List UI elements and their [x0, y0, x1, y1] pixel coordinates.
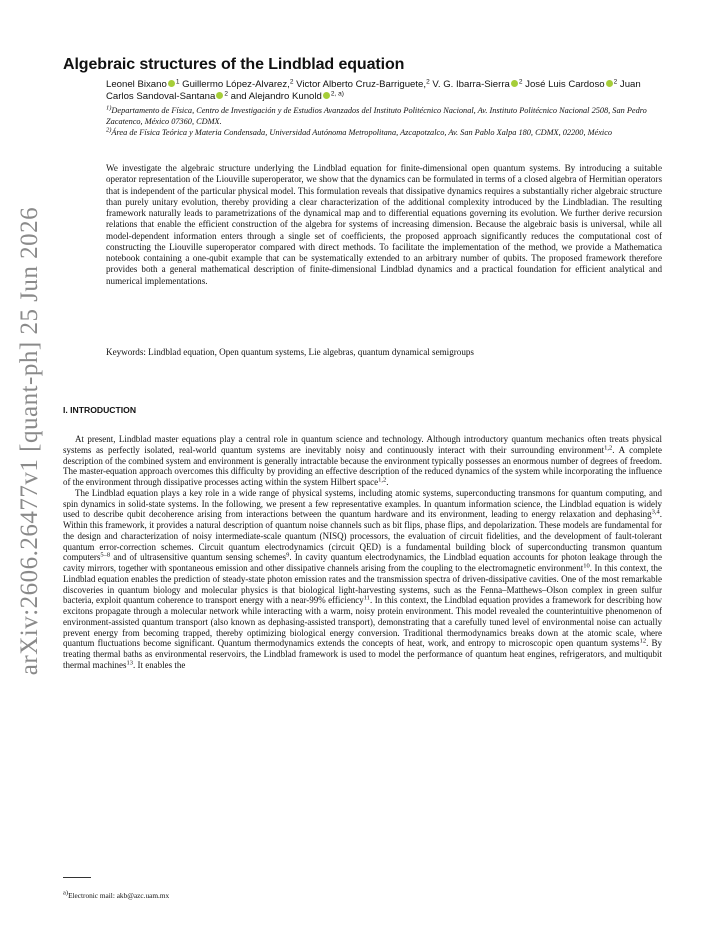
- author-affiliation-mark: 2: [289, 78, 294, 86]
- arxiv-stamp-text: arXiv:2606.26477v1 [quant-ph] 25 Jun 2026: [16, 206, 43, 676]
- body-text-run: . It enables the: [133, 659, 186, 670]
- author-affiliation-mark: 2: [518, 78, 523, 86]
- affiliation-mark: 2): [106, 126, 112, 134]
- orcid-icon: [606, 80, 613, 87]
- author-affiliation-mark: 2: [224, 90, 228, 98]
- author-name: and Alejandro Kunold: [230, 90, 322, 102]
- affiliation-text: Departamento de Física, Centro de Investigación y de Estudios Avanzados del Instituto Politécnico Nacional, Av. Instituto Politécnico Nacional 2508, San Pedro Zacatenco, México 07360, CDMX.: [106, 106, 647, 127]
- keywords: Keywords: Lindblad equation, Open quantum systems, Lie algebras, quantum dynamical semigroups: [106, 347, 474, 357]
- body-text-run: . A complete description of the combined system and environment is generally intractable because the environment typically possesses an enormous number of degrees of freedom. The master-equation approach overcomes this difficulty by providing an effective description of the reduced dynamics of the system while incorporating the influence of the environment through dissipative processes acting within the system Hilbert space: [63, 444, 662, 487]
- body-paragraph: [63, 434, 662, 488]
- citation: 3,4: [651, 508, 660, 516]
- author-name: V. G. Ibarra-Sierra: [432, 79, 510, 90]
- author-affiliation-mark: 1: [175, 78, 180, 86]
- affiliation: [106, 127, 666, 138]
- footnote-rule: [63, 877, 91, 878]
- orcid-icon: [323, 92, 330, 99]
- citation: 9: [286, 551, 290, 559]
- footnote-text: Electronic mail: akb@azc.uam.mx: [68, 891, 170, 900]
- orcid-icon: [511, 80, 518, 87]
- body-text-run: . In this context, the Lindblad equation provides a framework for describing how excitons propagate through a molecular network while interacting with a warm, noisy protein environment. This model revealed the counterintuitive phenomenon of environment-assisted quantum transport (also known as dephasing-assisted transport), demonstrating that a carefully tuned level of environmental noise can actually prevent energy from becoming trapped, thereby optimizing biological energy conversion. Traditional thermodynamics breaks down at the atomic scale, where quantum fluctuations become significant. Quantum thermodynamics extends the concepts of heat, work, and entropy to microscopic open quantum systems: [63, 595, 662, 649]
- body-text-run: . In cavity quantum electrodynamics, the Lindblad equation accounts for photon leakage through the cavity mirrors, together with spontaneous emission and other dissipative channels arising from the coupling to the electromagnetic environment: [63, 552, 662, 573]
- author-affiliation-mark: 2: [613, 78, 618, 86]
- citation: 13: [126, 659, 134, 667]
- body-text-run: . Within this framework, it provides a natural description of quantum noise channels such as bit flips, phase flips, and depolarization. These models are fundamental for the design and characterization of noisy intermediate-scale quantum (NISQ) processors, the evaluation of circuit fidelities, and the development of fault-tolerant quantum error-correction schemes. Circuit quantum electrodynamics (circuit QED) is a fundamental building block of superconducting transmon quantum computers: [63, 509, 662, 563]
- body-text-run: The Lindblad equation plays a key role in a wide range of physical systems, including atomic systems, superconducting transmons for quantum computing, and spin dynamics in solid-state systems. In the following, we present a few representative examples. In quantum information science, the Lindblad equation is widely used to describe qubit decoherence arising from interactions between the quantum hardware and its environment, leading to energy relaxation and dephasing: [63, 487, 662, 520]
- body-text-run: and of ultrasensitive quantum sensing schemes: [110, 552, 287, 563]
- body-text-run: . By treating thermal baths as environmental reservoirs, the Lindblad framework is used to model the performance of quantum heat engines, refrigerators, and multiqubit thermal machines: [63, 638, 663, 670]
- citation: 10: [583, 562, 590, 570]
- orcid-icon: [168, 80, 175, 87]
- arxiv-stamp: [12, 206, 48, 676]
- author: [182, 79, 293, 90]
- author-affiliation-mark: 2: [426, 78, 430, 86]
- body-text-run: At present, Lindblad master equations play a central role in quantum science and technology. Although introductory quantum mechanics often treats physical systems as perfectly isolated, real-world quantum systems are inevitably noisy and continuously interact with their surrounding environment: [63, 434, 662, 455]
- citation: 1,2: [604, 444, 613, 452]
- author: [296, 79, 430, 90]
- author: [106, 79, 179, 90]
- author-list: [106, 79, 662, 103]
- author: [525, 79, 617, 90]
- affiliation-text: Área de Física Teórica y Materia Condensada, Universidad Autónoma Metropolitana, Azcapotzalco, Av. San Pablo Xalpa 180, CDMX, 02200, México: [111, 128, 613, 138]
- footnote: [63, 891, 169, 900]
- affiliation-mark: 1): [106, 104, 112, 112]
- body-paragraph: [63, 488, 662, 671]
- introduction-body: [63, 434, 662, 671]
- citation: 12: [639, 637, 647, 645]
- paper-title: Algebraic structures of the Lindblad equation: [63, 56, 405, 73]
- section-heading-introduction: I. INTRODUCTION: [63, 405, 137, 415]
- orcid-icon: [216, 92, 223, 99]
- body-text-run: .: [386, 477, 389, 487]
- author-affiliation-mark: 2, a): [330, 90, 344, 98]
- author-name: Guillermo López-Alvarez,: [182, 79, 290, 90]
- author-name: Leonel Bixano: [106, 79, 167, 90]
- author-name: Juan Carlos Sandoval-Santana: [106, 79, 641, 102]
- author-name: Victor Alberto Cruz-Barriguete,: [296, 79, 427, 90]
- author-name: José Luis Cardoso: [525, 79, 605, 90]
- body-text-run: . In this context, the Lindblad equation enables the prediction of steady-state photon emission rates and the transmission spectra of driven-dissipative cavities. One of the most remarkable discoveries in quantum biology and molecular physics is that biological light-harvesting systems, such as the Fenna–Matthews–Olson complex in green sulfur bacteria, exploit quantum coherence to transport energy with a near-99% efficiency: [63, 563, 662, 606]
- affiliations: [106, 105, 666, 139]
- citation: 11: [363, 594, 371, 602]
- citation: 1,2: [378, 476, 387, 484]
- abstract: We investigate the algebraic structure underlying the Lindblad equation for finite-dimensional open quantum systems. By introducing a suitable operator representation of the Liouville superoperator, we show that the dynamics can be formulated in terms of a closed algebra of Hermitian operators that is independent of the particular physical model. This formulation reveals that dissipative dynamics requires a substantially richer algebraic structure than purely unitary evolution, thereby providing a clear characterization of the additional complexity introduced by the Lindbladian. The resulting framework naturally leads to parametrizations of the dynamical map and to differential equations governing its evolution. We further derive recursion relations that enable the efficient construction of the algebra for systems of increasing dimension. Because the algebraic basis is universal, while all model-dependent information enters through a single set of coefficients, the proposed approach significantly reduces the computational cost of constructing the Liouville superoperator compared with direct methods. To facilitate the implementation of the method, we provide a Mathematica notebook containing a one-qubit example that can be systematically extended to an arbitrary number of qubits. The proposed framework therefore provides both a general mathematical description of finite-dimensional Lindblad dynamics and a practical foundation for efficient analytical and numerical implementations.: [106, 163, 662, 286]
- author: [231, 91, 344, 102]
- footnote-mark: a): [63, 889, 69, 897]
- citation: 5–8: [100, 551, 111, 559]
- author: [432, 79, 522, 90]
- affiliation: [106, 105, 666, 127]
